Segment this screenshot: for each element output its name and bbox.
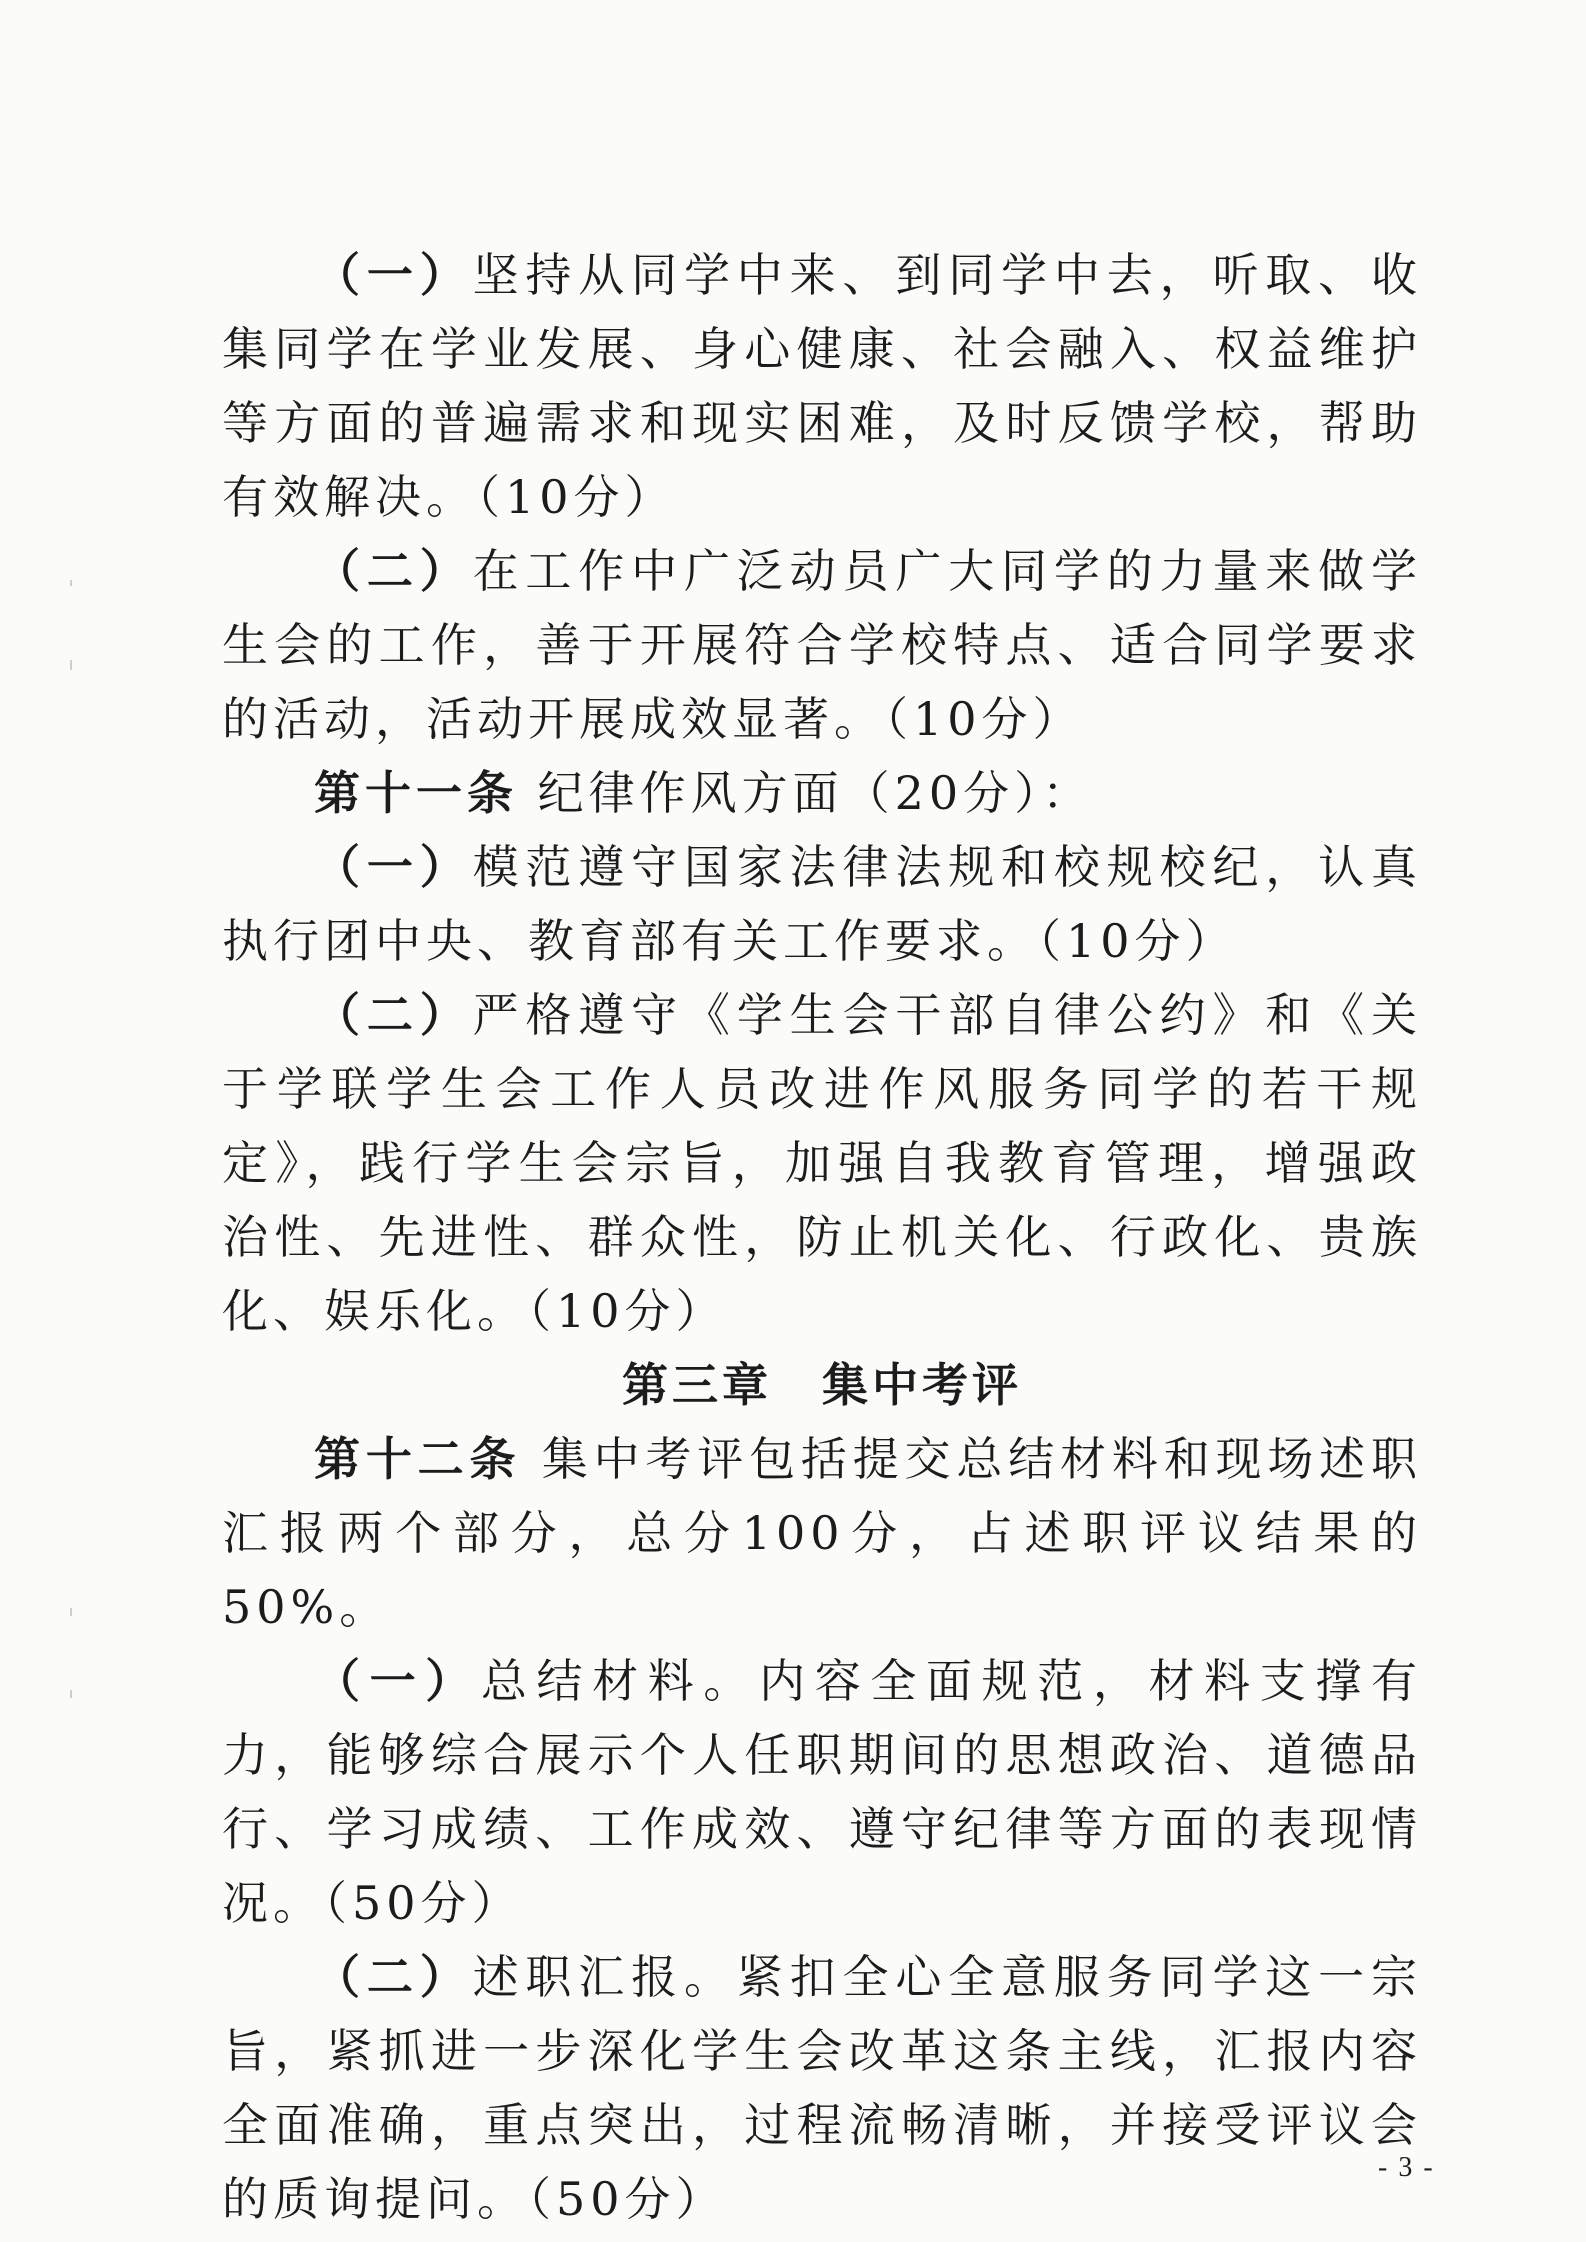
article-label: 第十一条 (314, 766, 518, 820)
item-text: 坚持从同学中来、到同学中去，听取、收集同学在学业发展、身心健康、社会融入、权益维护等方面的普遍需求和现实困难，及时反馈学校，帮助有效解决。（10分） (222, 248, 1423, 524)
scan-artifact-mark (70, 580, 72, 586)
article-11 (222, 756, 1422, 830)
item-label: （一） (314, 1654, 481, 1708)
page-number: - 3 - (1378, 2152, 1435, 2183)
paragraph-1 (222, 238, 1422, 534)
scan-artifact-mark (70, 1608, 72, 1616)
item-text: 模范遵守国家法律法规和校规校纪，认真执行团中央、教育部有关工作要求。（10分） (222, 840, 1423, 968)
article-text: 集中考评包括提交总结材料和现场述职汇报两个部分，总分100分，占述职评议结果的50%。 (222, 1432, 1423, 1634)
paragraph-6 (222, 1940, 1422, 2236)
chapter-title: 集中考评 (822, 1358, 1022, 1412)
paragraph-2 (222, 534, 1422, 756)
paragraph-4 (222, 978, 1422, 1348)
chapter-number: 第三章 (622, 1358, 772, 1412)
item-label: （一） (314, 840, 473, 894)
paragraph-5 (222, 1644, 1422, 1940)
scan-artifact-mark (70, 1690, 72, 1698)
paragraph-3 (222, 830, 1422, 978)
document-body (222, 238, 1422, 2236)
item-label: （二） (314, 544, 473, 598)
item-text: 严格遵守《学生会干部自律公约》和《关于学联学生会工作人员改进作风服务同学的若干规定》，践行学生会宗旨，加强自我教育管理，增强政治性、先进性、群众性，防止机关化、行政化、贵族化、娱乐化。（10分） (222, 988, 1423, 1338)
article-text: 纪律作风方面（20分）： (518, 766, 1094, 820)
item-label: （二） (314, 988, 473, 1042)
article-12 (222, 1422, 1422, 1644)
article-label: 第十二条 (314, 1432, 522, 1486)
chapter-heading (222, 1348, 1422, 1422)
item-text: 在工作中广泛动员广大同学的力量来做学生会的工作，善于开展符合学校特点、适合同学要求的活动，活动开展成效显著。（10分） (222, 544, 1423, 746)
scan-artifact-mark (70, 660, 72, 670)
item-text: 总结材料。内容全面规范，材料支撑有力，能够综合展示个人任职期间的思想政治、道德品行、学习成绩、工作成效、遵守纪律等方面的表现情况。（50分） (222, 1654, 1423, 1930)
item-label: （一） (314, 248, 473, 302)
item-text: 述职汇报。紧扣全心全意服务同学这一宗旨，紧抓进一步深化学生会改革这条主线，汇报内容全面准确，重点突出，过程流畅清晰，并接受评议会的质询提问。（50分） (222, 1950, 1423, 2226)
item-label: （二） (314, 1950, 473, 2004)
